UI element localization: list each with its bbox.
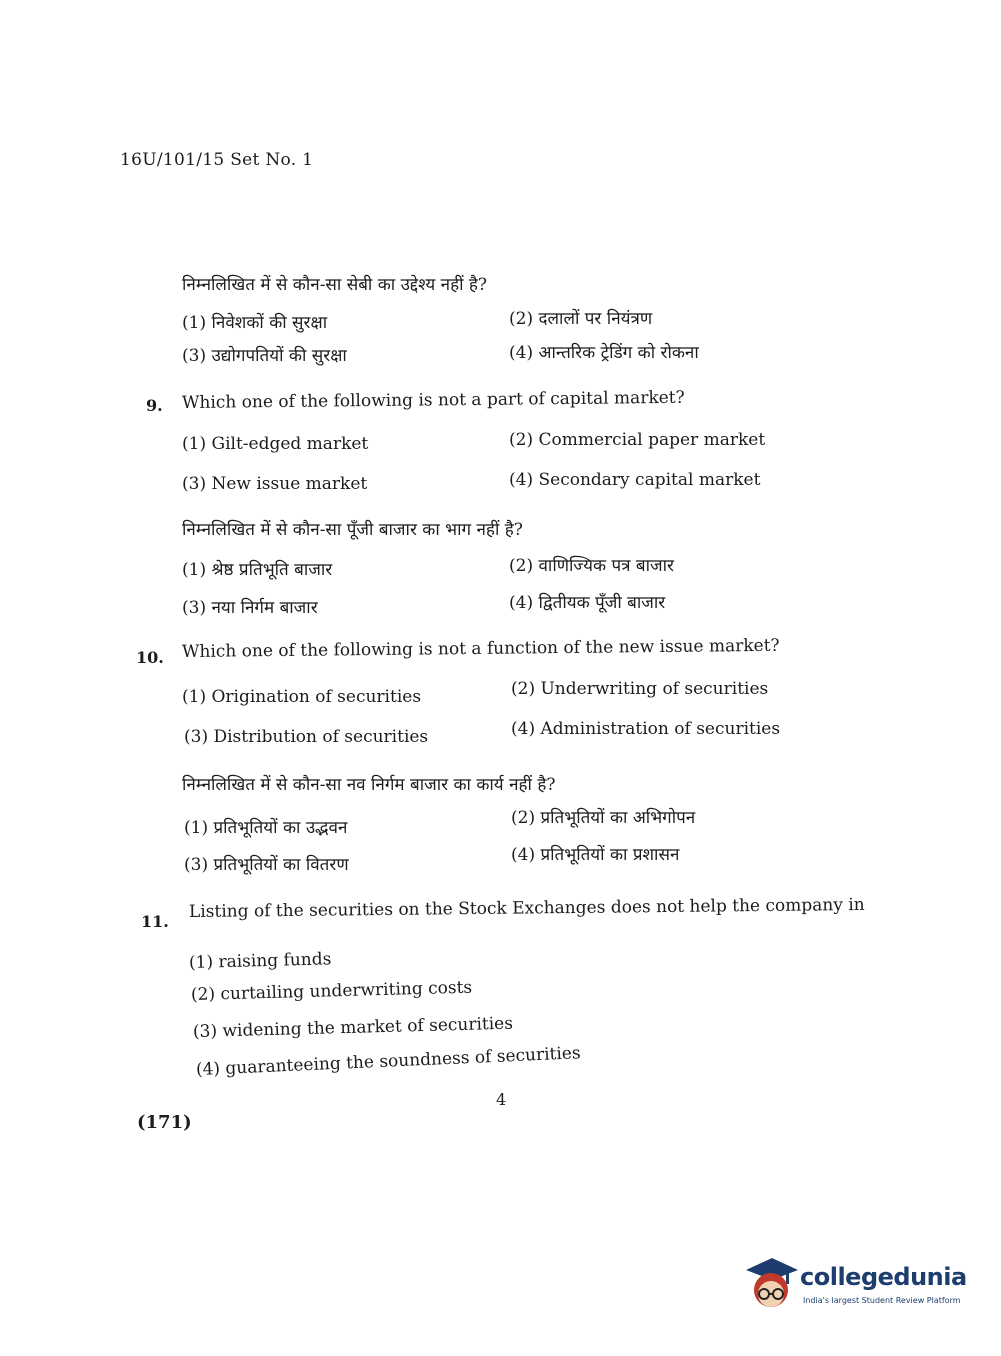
q10-hindi-option-1: (1) प्रतिभूतियों का उद्भवन	[184, 818, 348, 838]
q11-number: 11.	[141, 912, 169, 931]
q10-number: 10.	[136, 648, 164, 667]
q10-hindi-option-3: (3) प्रतिभूतियों का वितरण	[184, 855, 349, 875]
page-number: 4	[496, 1090, 507, 1109]
q11-option-1: (1) raising funds	[188, 949, 332, 973]
brand-name: collegedunia	[800, 1263, 967, 1291]
q8-hindi-option-3: (3) उद्योगपतियों की सुरक्षा	[182, 346, 347, 366]
q9-hindi-question: निम्नलिखित में से कौन-सा पूँजी बाजार का भाग नहीं है?	[182, 520, 523, 540]
q8-hindi-option-2: (2) दलालों पर नियंत्रण	[509, 309, 653, 329]
paper-code: (171)	[137, 1112, 192, 1133]
q9-number: 9.	[146, 396, 163, 415]
q10-option-3: (3) Distribution of securities	[184, 727, 429, 747]
q9-hindi-option-2: (2) वाणिज्यिक पत्र बाजार	[509, 556, 675, 576]
q10-hindi-option-4: (4) प्रतिभूतियों का प्रशासन	[511, 845, 680, 865]
header-code: 16U/101/15 Set No. 1	[120, 150, 314, 170]
q9-option-4: (4) Secondary capital market	[509, 470, 761, 490]
q8-hindi-question: निम्नलिखित में से कौन-सा सेबी का उद्देश्य नहीं है?	[182, 275, 488, 295]
q8-hindi-option-4: (4) आन्तरिक ट्रेडिंग को रोकना	[509, 343, 699, 363]
q8-hindi-option-1: (1) निवेशकों की सुरक्षा	[182, 313, 328, 333]
brand-tagline: India's largest Student Review Platform	[803, 1296, 961, 1305]
q9-option-1: (1) Gilt-edged market	[182, 434, 369, 454]
mascot-icon	[742, 1252, 800, 1312]
q9-option-2: (2) Commercial paper market	[509, 430, 766, 450]
q10-hindi-question: निम्नलिखित में से कौन-सा नव निर्गम बाजार का कार्य नहीं है?	[182, 775, 556, 795]
q10-option-2: (2) Underwriting of securities	[511, 679, 769, 699]
q10-option-1: (1) Origination of securities	[182, 687, 422, 707]
q10-question: Which one of the following is not a function of the new issue market?	[181, 635, 780, 662]
q9-hindi-option-1: (1) श्रेष्ठ प्रतिभूति बाजार	[182, 560, 333, 580]
q9-hindi-option-4: (4) द्वितीयक पूँजी बाजार	[509, 593, 666, 613]
q11-option-4: (4) guaranteeing the soundness of securities	[195, 1043, 582, 1080]
q9-question: Which one of the following is not a part of capital market?	[181, 387, 685, 413]
q11-option-2: (2) curtailing underwriting costs	[190, 977, 473, 1005]
q11-option-3: (3) widening the market of securities	[192, 1013, 514, 1042]
q10-hindi-option-2: (2) प्रतिभूतियों का अभिगोपन	[511, 808, 696, 828]
q11-question: Listing of the securities on the Stock Exchanges does not help the company in	[188, 894, 865, 922]
q9-hindi-option-3: (3) नया निर्गम बाजार	[182, 598, 318, 618]
q9-option-3: (3) New issue market	[182, 474, 368, 494]
q10-option-4: (4) Administration of securities	[511, 719, 781, 739]
